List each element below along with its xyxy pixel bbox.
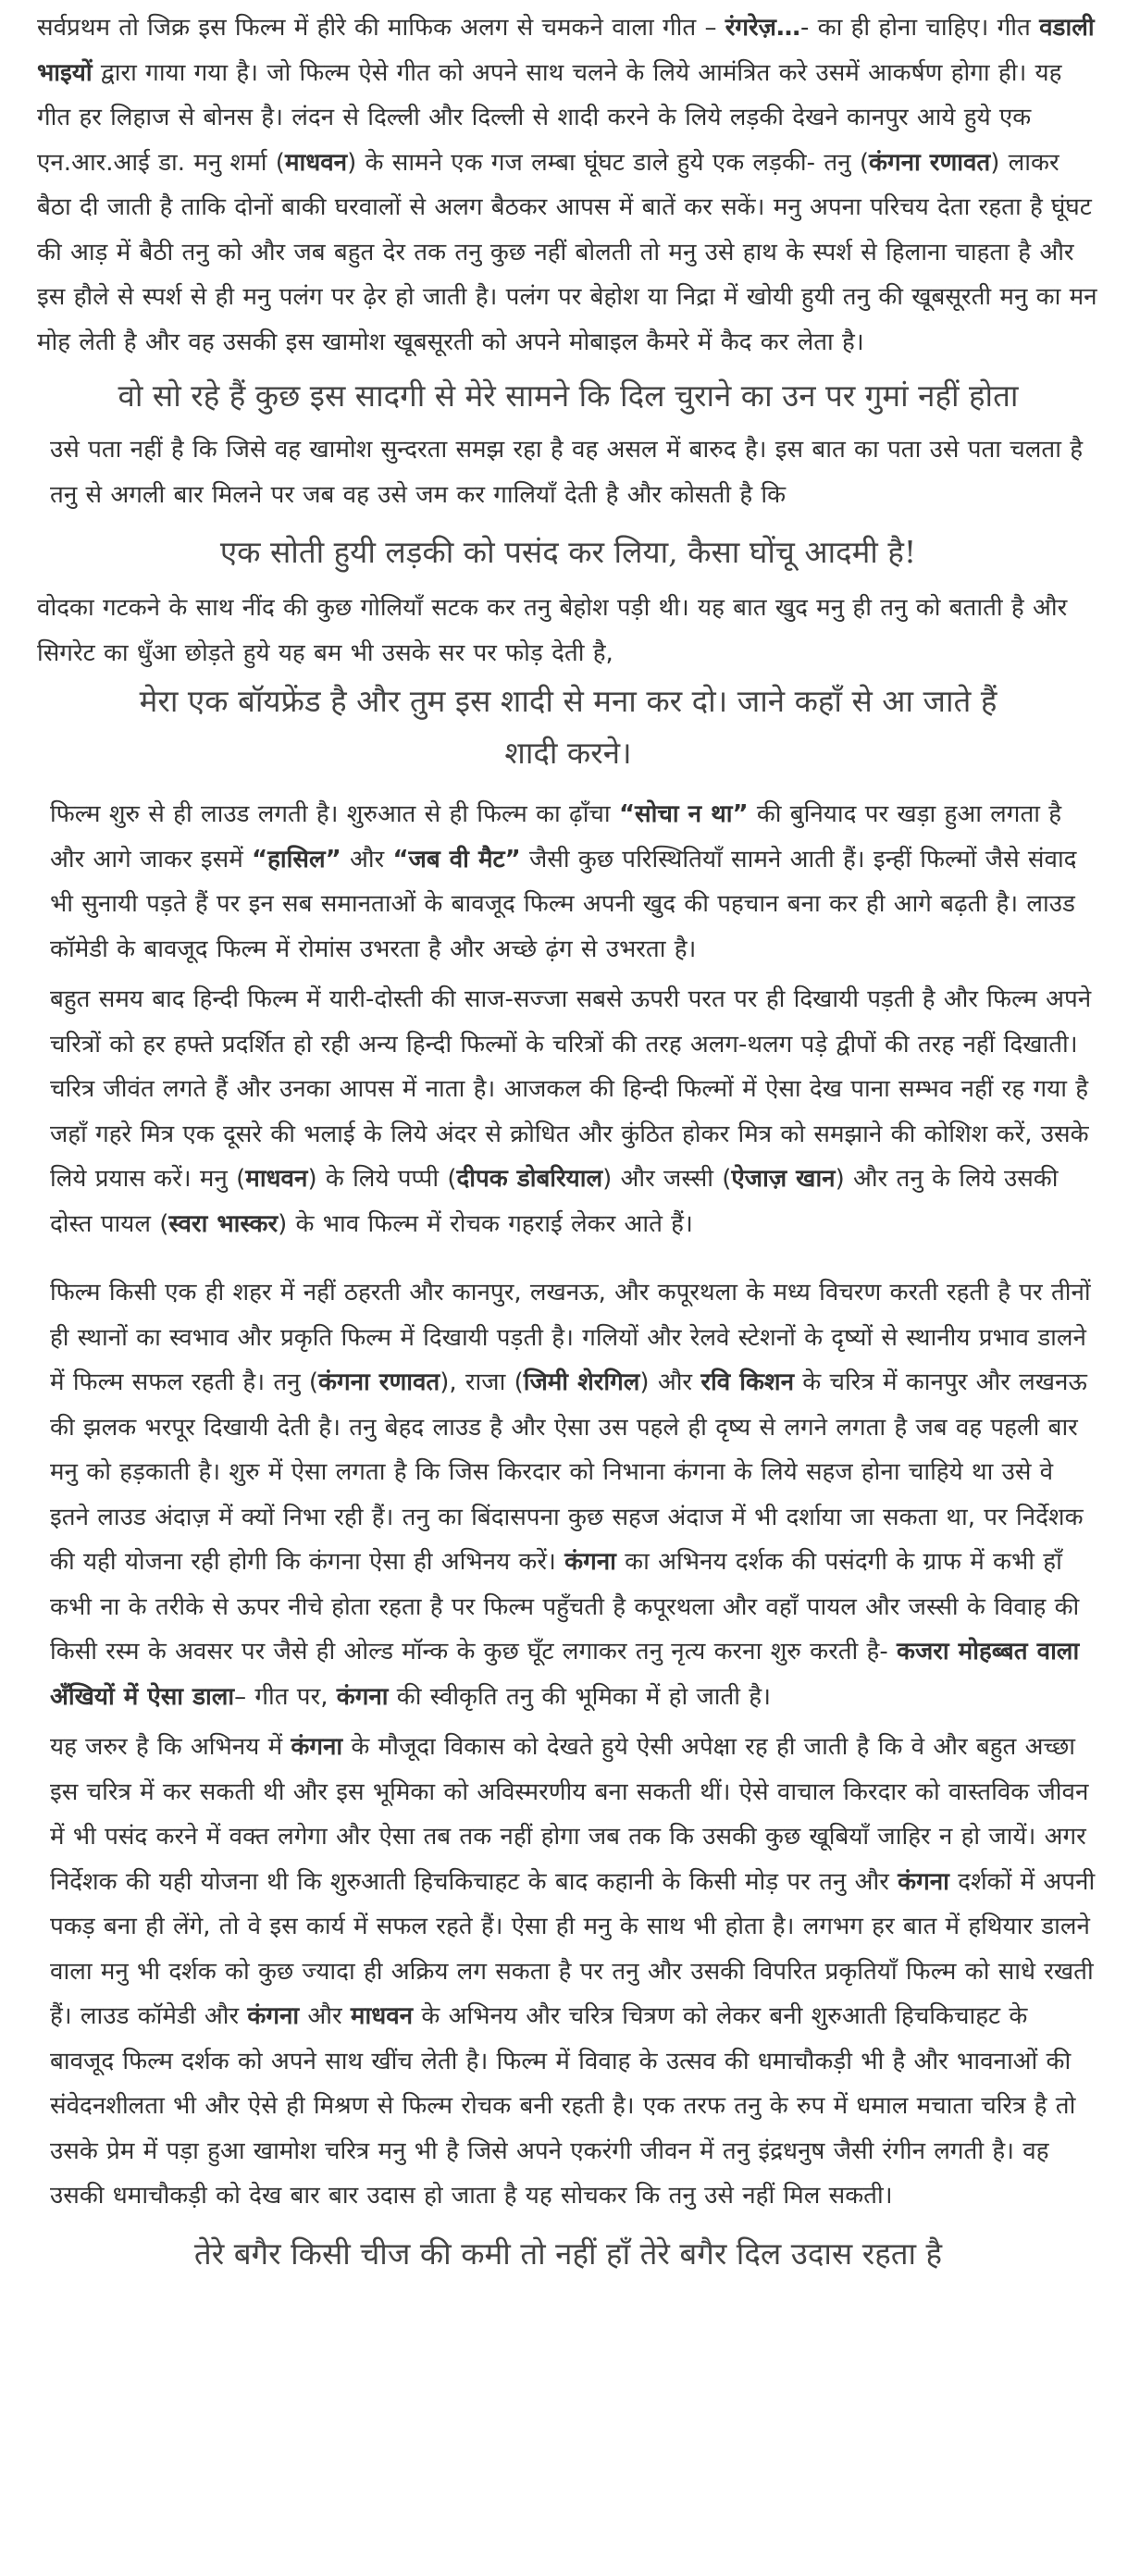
emphasized-name: जिमी शेरगिल xyxy=(523,1368,640,1396)
text-run: यह जरुर है कि अभिनय में xyxy=(50,1733,291,1761)
text-run: के मौजूदा विकास को देखते हुये ऐसी अपेक्षा रह ही जाती है कि वे और बहुत अच्छा इस चरित्र में कर सकती थी और इस भूमिका को अविस्मरणीय बना सकती थीं। ऐसे वाचाल किरदार को वास्तविक जीवन में भी पसंद करने में वक्त लगेगा और ऐसा तब तक नहीं होगा जब तक कि उसकी कुछ खूबियाँ जाहिर न हो जायें। अगर निर्देशक की यही योजना थी कि शुरुआती हिचकिचाहट के बाद कहानी के किसी मोड़ पर तनु और xyxy=(50,1733,1089,1896)
paragraph-barud xyxy=(37,422,1099,517)
emphasized-name: “सोचा न था” xyxy=(618,800,749,828)
emphasized-name: वडाली भाइयों xyxy=(37,14,1095,87)
paragraph-vodka xyxy=(37,580,1099,675)
text-run: ) और तनु के लिये उसकी दोस्त पायल ( xyxy=(50,1165,1059,1238)
paragraph-cities xyxy=(37,1265,1099,1719)
paragraph-kangana-acting xyxy=(37,1719,1099,2219)
text-run: ) के सामने एक गज लम्बा घूंघट डाले हुये एक लड़की- तनु ( xyxy=(347,148,869,177)
text-run: बहुत समय बाद हिन्दी फिल्म में यारी-दोस्ती की साज-सज्जा सबसे ऊपरी परत पर ही दिखायी पड़ती है और फिल्म अपने चरित्रों को हर हफ्ते प्रदर्शित हो रही अन्य हिन्दी फिल्मों के चरित्रों की तरह अलग-थलग पड़े द्वीपों की तरह नहीं दिखाती। चरित्र जीवंत लगते हैं और उनका आपस में नाता है। आजकल की हिन्दी फिल्मों में ऐसा देख पाना सम्भव नहीं रह गया है जहाँ गहरे मित्र एक दूसरे की भलाई के लिये अंदर से क्रोधित और कुंठित होकर मित्र को समझाने की कोशिश करें, उसके लिये प्रयास करें। मनु ( xyxy=(50,985,1092,1193)
text-run: ) और xyxy=(639,1368,701,1396)
text-run: की बुनियाद पर खड़ा हुआ लगता है और आगे जाकर इसमें xyxy=(50,800,1062,873)
quote-tere-bagair: तेरे बगैर किसी चीज की कमी तो नहीं हाँ तेरे बगैर दिल उदास रहता है xyxy=(193,2235,943,2272)
text-run: ) के भाव फिल्म में रोचक गहराई लेकर आते हैं। xyxy=(278,1209,693,1238)
text-run: ) लाकर बैठा दी जाती है ताकि दोनों बाकी घरवालों से अलग बैठकर आपस में बातें कर सकें। मनु अपना परिचय देता रहता है घूंघट की आड़ में बैठी तनु को और जब बहुत देर तक तनु कुछ नहीं बोलती तो मनु उसे हाथ के स्पर्श से हिलाना चाहता है और इस हौले से स्पर्श से ही मनु पलंग पर ढ़ेर हो जाती है। पलंग पर बेहोश या निद्रा में खोयी हुयी तनु की खूबसूरती मनु का मन मोह लेती है और वह उसकी इस खामोश खूबसूरती को अपने मोबाइल कैमरे में कैद कर लेता है। xyxy=(37,148,1097,356)
text-run: वोदका गटकने के साथ नींद की कुछ गोलियाँ सटक कर तनु बेहोश पड़ी थी। यह बात खुद मनु ही तनु को बताती है और सिगरेट का धुँआ छोड़ते हुये यह बम भी उसके सर पर फोड़ देती है, xyxy=(37,594,1068,667)
emphasized-name: ऐजाज़ खान xyxy=(731,1165,836,1193)
text-run: ), राजा ( xyxy=(440,1368,524,1396)
text-run: ) और जस्सी ( xyxy=(602,1165,732,1193)
paragraph-loud-film xyxy=(37,779,1099,972)
text-run: दर्शकों में अपनी पकड़ बना ही लेंगे, तो वे इस कार्य में सफल रहते हैं। ऐसा ही मनु के साथ भी होता है। लगभग हर बात में हथियार डालने वाला मनु भी दर्शक को कुछ ज्यादा ही अक्रिय लग सकता है पर तनु और उसकी विपरित प्रकृतियाँ फिल्म को साधे रखती हैं। लाउड कॉमेडी और xyxy=(50,1867,1096,2030)
emphasized-name: “जब वी मैट” xyxy=(392,845,521,873)
emphasized-name: दीपक डोबरियाल xyxy=(456,1165,603,1193)
paragraph-rangrez-intro xyxy=(37,0,1099,365)
text-run: फिल्म शुरु से ही लाउड लगती है। शुरुआत से ही फिल्म का ढ़ाँचा xyxy=(50,800,619,828)
paragraph-friendship xyxy=(37,972,1099,1246)
emphasized-name: कंगना xyxy=(898,1867,949,1896)
text-run: ) के लिये पप्पी ( xyxy=(307,1165,457,1193)
emphasized-name: कंगना रणावत xyxy=(868,148,991,177)
emphasized-name: कंगना xyxy=(247,2002,300,2030)
text-run: और xyxy=(341,845,393,873)
emphasized-name: कजरा मोहब्बत वाला अँखियों में ऐसा डाला xyxy=(50,1638,1080,1711)
quote-ghonchu: एक सोती हुयी लड़की को पसंद कर लिया, कैसा घोंचू आदमी है! xyxy=(219,534,917,570)
text-run: और xyxy=(299,2002,351,2030)
quote-boyfriend: मेरा एक बॉयफ्रेंड है और तुम इस शादी से मना कर दो। जाने कहाँ से आ जाते हैं शादी करने। xyxy=(139,683,998,771)
text-run: फिल्म किसी एक ही शहर में नहीं ठहरती और कानपुर, लखनऊ, और कपूरथला के मध्य विचरण करती रहती है पर तीनों ही स्थानों का स्वभाव और प्रकृति फिल्म में दिखायी पड़ती है। गलियों और रेलवे स्टेशनों के दृष्यों से स्थानीय प्रभाव डालने में फिल्म सफल रहती है। तनु ( xyxy=(50,1279,1091,1396)
emphasized-name: कंगना xyxy=(336,1682,389,1711)
text-run: सर्वप्रथम तो जिक्र इस फिल्म में हीरे की माफिक अलग से चमकने वाला गीत – xyxy=(37,14,725,42)
emphasized-name: “हासिल” xyxy=(252,845,341,873)
emphasized-name: कंगना रणावत xyxy=(317,1368,440,1396)
emphasized-name: रवि किशन xyxy=(700,1368,795,1396)
paragraph-gap xyxy=(37,1246,1099,1265)
emphasized-name: रंगरेज़… xyxy=(725,14,800,42)
text-run: – गीत पर, xyxy=(234,1682,337,1711)
text-run: जैसी कुछ परिस्थितियाँ सामने आती हैं। इन्हीं फिल्मों जैसे संवाद भी सुनायी पड़ते हैं पर इन सब समानताओं के बावजूद फिल्म अपनी खुद की पहचान बना कर ही आगे बढ़ती है। लाउड कॉमेडी के बावजूद फिल्म में रोमांस उभरता है और अच्छे ढ़ंग से उभरता है। xyxy=(50,845,1077,963)
emphasized-name: कंगना xyxy=(564,1548,616,1576)
emphasized-name: स्वरा भास्कर xyxy=(168,1209,279,1238)
emphasized-name: माधवन xyxy=(245,1165,308,1193)
text-run: के अभिनय और चरित्र चित्रण को लेकर बनी शुरुआती हिचकिचाहट के बावजूद फिल्म दर्शक को अपने साथ खींच लेती है। फिल्म में विवाह के उत्सव की धमाचौकड़ी भी है और भावनाओं की संवेदनशीलता भी और ऐसे ही मिश्रण से फिल्म रोचक बनी रहती है। एक तरफ तनु के रुप में धमाल मचाता चरित्र है तो उसके प्रेम में पड़ा हुआ खामोश चरित्र मनु भी है जिसे अपने एकरंगी जीवन में तनु इंद्रधनुष जैसी रंगीन लगती है। वह उसकी धमाचौकड़ी को देख बार बार उदास हो जाता है यह सोचकर कि तनु उसे नहीं मिल सकती। xyxy=(50,2002,1076,2210)
text-run: उसे पता नहीं है कि जिसे वह खामोश सुन्दरता समझ रहा है वह असल में बारुद है। इस बात का पता उसे पता चलता है तनु से अगली बार मिलने पर जब वह उसे जम कर गालियाँ देती है और कोसती है कि xyxy=(50,436,1084,509)
text-run: के चरित्र में कानपुर और लखनऊ की झलक भरपूर दिखायी देती है। तनु बेहद लाउड है और ऐसा उस पहले ही दृष्य से लगने लगता है जब वह पहली बार मनु को हड़काती है। शुरु में ऐसा लगता है कि जिस किरदार को निभाना कंगना के लिये सहज होना चाहिये था उसे वे इतने लाउड अंदाज़ में क्यों निभा रही हैं। तनु का बिंदासपना कुछ सहज अंदाज में भी दर्शाया जा सकता था, पर निर्देशक की यही योजना रही होगी कि कंगना ऐसा ही अभिनय करें। xyxy=(50,1368,1087,1576)
emphasized-name: कंगना xyxy=(291,1733,343,1761)
text-run: की स्वीकृति तनु की भूमिका में हो जाती है। xyxy=(388,1682,771,1711)
emphasized-name: माधवन xyxy=(350,2002,414,2030)
text-run: - का ही होना चाहिए। गीत xyxy=(799,14,1040,42)
text-run: का अभिनय दर्शक की पसंदगी के ग्राफ में कभी हाँ कभी ना के तरीके से ऊपर नीचे होता रहता है पर फिल्म पहुँचती है कपूरथला और वहाँ पायल और जस्सी के विवाह की किसी रस्म के अवसर पर जैसे ही ओल्ड मॉन्क के कुछ घूँट लगाकर तनु नृत्य करना शुरु करती है- xyxy=(50,1548,1080,1666)
emphasized-name: माधवन xyxy=(284,148,348,177)
text-run: द्वारा गाया गया है। जो फिल्म ऐसे गीत को अपने साथ चलने के लिये आमंत्रित करे उसमें आकर्षण होगा ही। यह गीत हर लिहाज से बोनस है। लंदन से दिल्ली और दिल्ली से शादी करने के लिये लड़की देखने कानपुर आये हुये एक एन.आर.आई डा. मनु शर्मा ( xyxy=(37,58,1062,177)
quote-sadgi: वो सो रहे हैं कुछ इस सादगी से मेरे सामने कि दिल चुराने का उन पर गुमां नहीं होता xyxy=(118,378,1019,414)
